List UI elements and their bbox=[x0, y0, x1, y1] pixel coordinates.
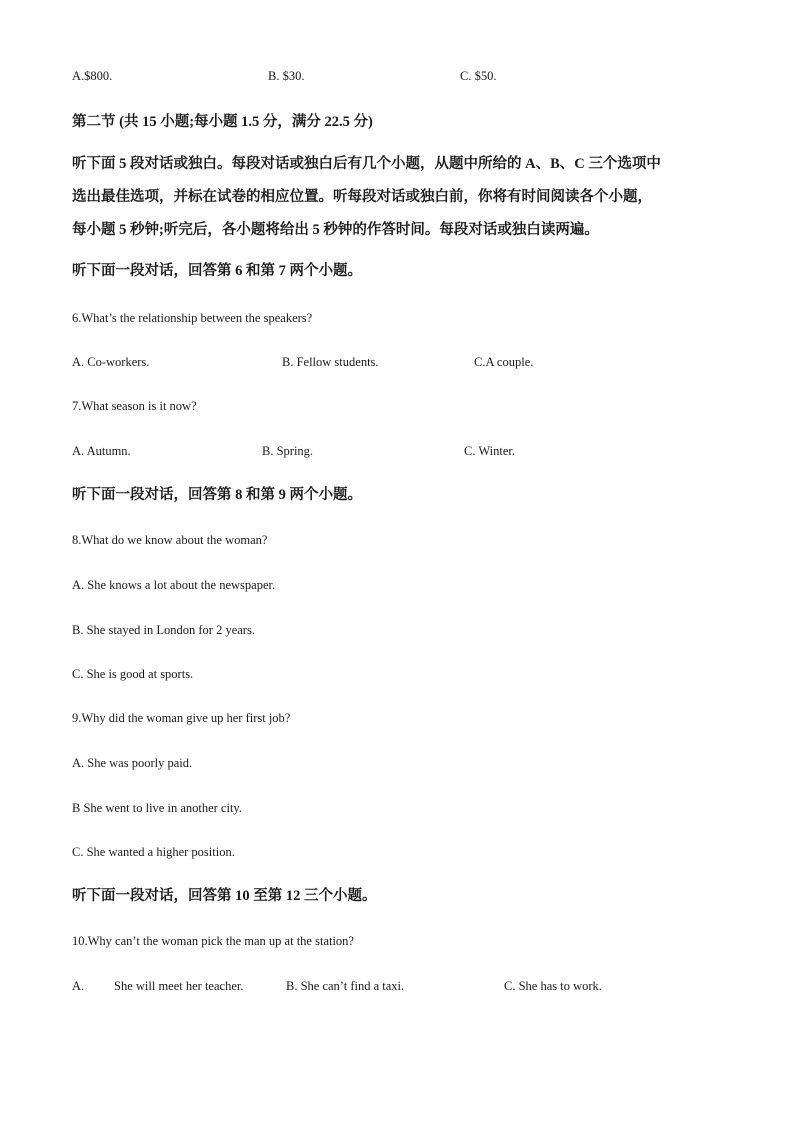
q6-option-b: B. Fellow students. bbox=[282, 355, 379, 369]
q9-option-b: B She went to live in another city. bbox=[72, 801, 242, 815]
q10-question: 10.Why can’t the woman pick the man up at the station? bbox=[72, 934, 354, 948]
q6-question: 6.What’s the relationship between the speakers? bbox=[72, 311, 313, 325]
q10-option-a-label: A. bbox=[72, 979, 85, 993]
q8-option-c: C. She is good at sports. bbox=[72, 667, 194, 681]
q6-option-c: C.A couple. bbox=[474, 355, 534, 369]
instructions-line-1: 听下面 5 段对话或独白。每段对话或独白后有几个小题，从题中所给的 A、B、C 三个选项中 bbox=[72, 156, 661, 172]
q8-option-a: A. She knows a lot about the newspaper. bbox=[72, 578, 276, 592]
q10-option-b: B. She can’t find a taxi. bbox=[286, 979, 405, 993]
group2-heading: 听下面一段对话，回答第 8 和第 9 两个小题。 bbox=[72, 487, 362, 503]
q5-option-c: C. $50. bbox=[460, 69, 497, 83]
q7-option-b: B. Spring. bbox=[262, 444, 314, 458]
q10-option-a-text: She will meet her teacher. bbox=[114, 979, 244, 993]
q5-option-a: A.$800. bbox=[72, 69, 113, 83]
instructions-paragraph bbox=[72, 148, 732, 247]
q9-option-a: A. She was poorly paid. bbox=[72, 756, 193, 770]
q8-option-b: B. She stayed in London for 2 years. bbox=[72, 623, 255, 637]
group1-heading: 听下面一段对话，回答第 6 和第 7 两个小题。 bbox=[72, 263, 362, 279]
group3-heading: 听下面一段对话，回答第 10 至第 12 三个小题。 bbox=[72, 888, 377, 904]
instructions-line-3: 每小题 5 秒钟;听完后，各小题将给出 5 秒钟的作答时间。每段对话或独白读两遍。 bbox=[72, 222, 599, 238]
q7-option-a: A. Autumn. bbox=[72, 444, 131, 458]
q10-option-c: C. She has to work. bbox=[504, 979, 602, 993]
q9-option-c: C. She wanted a higher position. bbox=[72, 845, 235, 859]
q7-question: 7.What season is it now? bbox=[72, 399, 197, 413]
instructions-line-2: 选出最佳选项，并标在试卷的相应位置。听每段对话或独白前，你将有时间阅读各个小题， bbox=[72, 189, 652, 205]
q9-question: 9.Why did the woman give up her first job? bbox=[72, 711, 291, 725]
q8-question: 8.What do we know about the woman? bbox=[72, 533, 268, 547]
q6-option-a: A. Co-workers. bbox=[72, 355, 150, 369]
section2-title: 第二节 (共 15 小题;每小题 1.5 分，满分 22.5 分) bbox=[72, 114, 373, 130]
q5-option-b: B. $30. bbox=[268, 69, 305, 83]
q7-option-c: C. Winter. bbox=[464, 444, 516, 458]
